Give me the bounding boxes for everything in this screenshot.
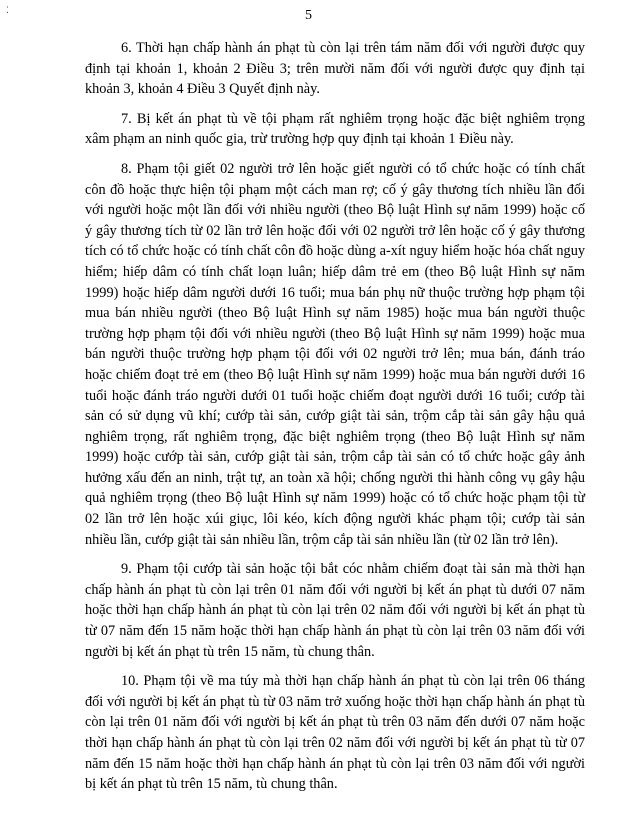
clause-6: 6. Thời hạn chấp hành án phạt tù còn lại trên tám năm đối với người được quy định tại khoản 1, khoản 2 Điều 3; trên mười năm đối với người được quy định tại khoản 3, khoản 4 Điều 3 Quyết định này.	[85, 40, 585, 98]
clause-8: 8. Phạm tội giết 02 người trở lên hoặc giết người có tổ chức hoặc có tính chất côn đồ hoặc thực hiện tội phạm một cách man rợ; cố ý gây thương tích nhiều lần đối với người hoặc một lần đối với nhiều người (theo Bộ luật Hình sự năm 1999) hoặc cố ý gây thương tích từ 02 lần trở lên hoặc đối với 02 người trở lên hoặc cố ý gây thương tích có tổ chức hoặc có tính chất côn đồ hoặc dùng a-xít nguy hiểm hoặc hóa chất nguy hiểm; hiếp dâm có tính chất loạn luân; hiếp dâm trẻ em (theo Bộ luật Hình sự năm 1999) hoặc hiếp dâm người dưới 16 tuổi; mua bán phụ nữ thuộc trường hợp phạm tội mua bán nhiều người (theo Bộ luật Hình sự năm 1985) hoặc mua bán người thuộc trường hợp phạm tội đối với nhiều người (theo Bộ luật Hình sự năm 1999) hoặc mua bán người thuộc trường hợp phạm tội đối với 02 người trở lên; mua bán, đánh tráo hoặc chiếm đoạt trẻ em (theo Bộ luật Hình sự năm 1999) hoặc mua bán người dưới 16 tuổi hoặc đánh tráo người dưới 01 tuổi hoặc chiếm đoạt người dưới 16 tuổi; cướp tài sản có sử dụng vũ khí; cướp tài sản, cướp giật tài sản, trộm cắp tài sản gây hậu quả nghiêm trọng, rất nghiêm trọng, đặc biệt nghiêm trọng (theo Bộ luật Hình sự năm 1999) hoặc cướp tài sản, cướp giật tài sản, trộm cắp tài sản có tổ chức hoặc gây ảnh hưởng xấu đến an ninh, trật tự, an toàn xã hội; chống người thi hành công vụ gây hậu quả nghiêm trọng (theo Bộ luật Hình sự năm 1999) hoặc có tổ chức hoặc phạm tội từ 02 lần trở lên hoặc xúi giục, lôi kéo, kích động người khác phạm tội; cướp tài sản nhiều lần, cướp giật tài sản nhiều lần, trộm cắp tài sản nhiều lần (từ 02 lần trở lên).	[85, 160, 585, 548]
clause-9: 9. Phạm tội cướp tài sản hoặc tội bắt cóc nhằm chiếm đoạt tài sản mà thời hạn chấp hành án phạt tù còn lại trên 01 năm đối với người bị kết án phạt tù dưới 07 năm hoặc thời hạn chấp hành án phạt tù còn lại trên 02 năm đối với người bị kết án phạt tù từ 07 năm đến 15 năm hoặc thời hạn chấp hành án phạt tù còn lại trên 03 năm đối với người bị kết án phạt tù trên 15 năm, tù chung thân.	[85, 561, 585, 660]
clause-7: 7. Bị kết án phạt tù về tội phạm rất nghiêm trọng hoặc đặc biệt nghiêm trọng xâm phạm an ninh quốc gia, trừ trường hợp quy định tại khoản 1 Điều này.	[85, 110, 585, 148]
clause-10: 10. Phạm tội về ma túy mà thời hạn chấp hành án phạt tù còn lại trên 06 tháng đối với người bị kết án phạt tù từ 03 năm trở xuống hoặc thời hạn chấp hành án phạt tù còn lại trên 01 năm đối với người bị kết án phạt tù trên 03 năm đến dưới 07 năm hoặc thời hạn chấp hành án phạt tù còn lại trên 02 năm đối với người bị kết án phạt tù từ 07 năm đến 15 năm hoặc thời hạn chấp hành án phạt tù còn lại trên 03 năm đối với người bị kết án phạt tù trên 15 năm, tù chung thân.	[85, 673, 585, 793]
margin-mark: ⁚	[6, 5, 9, 15]
page-number: 5	[305, 8, 312, 23]
document-body	[85, 38, 585, 795]
